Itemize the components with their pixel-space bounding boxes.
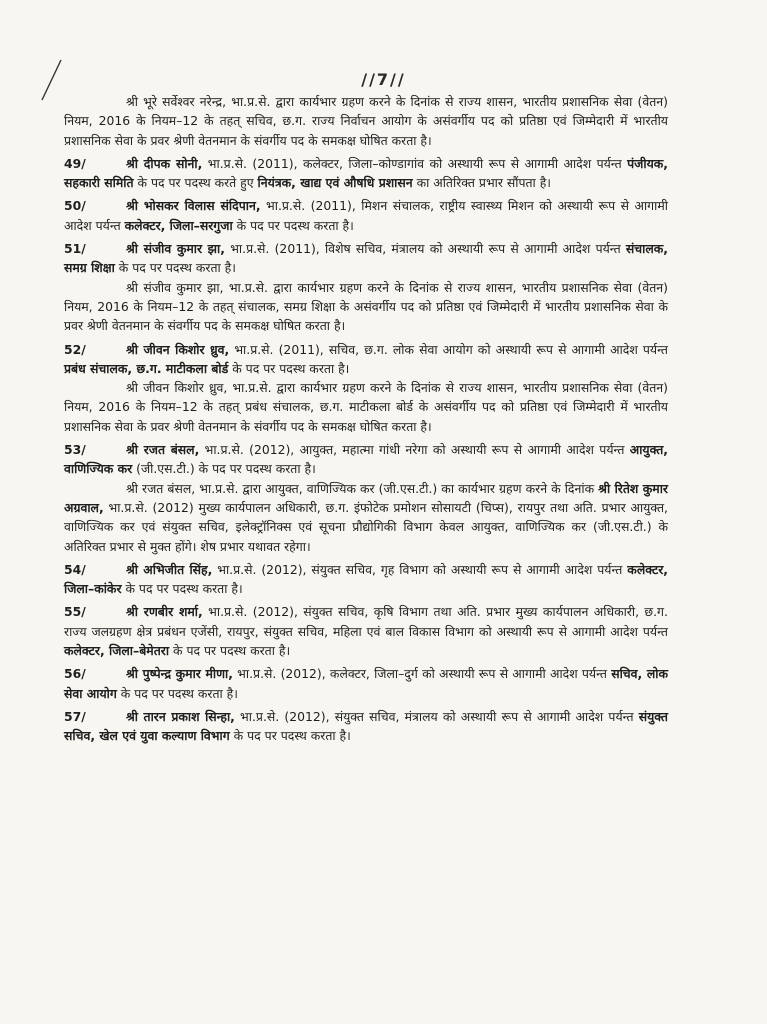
entry-number: 55/: [64, 604, 86, 620]
body-text: भा.प्र.से. (2012), आयुक्त, महात्मा गांधी नरेगा को अस्थायी रूप से आगामी आदेश पर्यन्त: [199, 442, 630, 458]
bold-text: पंजीयक, सहकारी समिति: [64, 155, 668, 191]
bold-text: आयुक्त, वाणिज्यिक कर: [64, 442, 668, 477]
entry-number: 53/: [64, 442, 86, 458]
order-body: [64, 92, 668, 746]
order-entry: [64, 707, 668, 746]
body-text: श्री रजत बंसल, भा.प्र.से. द्वारा आयुक्त, वाणिज्यिक कर (जी.एस.टी.) का कार्यभार ग्रहण करने के दिनांक: [126, 480, 599, 496]
order-entry: [64, 154, 668, 193]
bold-text: श्री रजत बंसल,: [126, 442, 200, 458]
bold-text: नियंत्रक, खाद्य एवं औषधि प्रशासन: [257, 175, 413, 191]
order-entry: [64, 239, 668, 278]
body-text: भा.प्र.से. (2011), विशेष सचिव, मंत्रालय को अस्थायी रूप से आगामी आदेश पर्यन्त: [224, 241, 626, 257]
bold-text: श्री जीवन किशोर ध्रुव,: [126, 341, 230, 357]
order-continuation: [64, 278, 668, 336]
body-text: के पद पर पदस्थ करता है।: [232, 217, 354, 233]
bold-text: श्री दीपक सोनी,: [126, 155, 203, 171]
body-text: के पद पर पदस्थ करता है।: [114, 260, 236, 276]
bold-text: कलेक्टर, जिला–कांकेर: [64, 561, 668, 597]
order-entry: [64, 440, 668, 479]
order-entry: [64, 340, 668, 379]
order-continuation: [64, 92, 668, 150]
bold-text: श्री तारन प्रकाश सिन्हा,: [126, 708, 235, 724]
bold-text: श्री रितेश कुमार अग्रवाल,: [64, 480, 668, 515]
body-text: के पद पर पदस्थ करता है।: [229, 728, 351, 744]
body-text: भा.प्र.से. (2011), मिशन संचालक, राष्ट्रीय स्वास्थ्य मिशन को अस्थायी रूप से आगामी आदेश पर्यन्त: [64, 198, 668, 233]
body-text: के पद पर पदस्थ करता है।: [121, 581, 243, 597]
bold-text: श्री पुष्पेन्द्र कुमार मीणा,: [126, 666, 233, 682]
order-entry: [64, 602, 668, 660]
order-entry: [64, 560, 668, 599]
body-text: भा.प्र.से. (2011), कलेक्टर, जिला–कोण्डागांव को अस्थायी रूप से आगामी आदेश पर्यन्त: [202, 155, 628, 171]
body-text: भा.प्र.से. (2012), कलेक्टर, जिला–दुर्ग को अस्थायी रूप से आगामी आदेश पर्यन्त: [232, 666, 612, 682]
body-text: भा.प्र.से. (2011), सचिव, छ.ग. लोक सेवा आयोग को अस्थायी रूप से आगामी आदेश पर्यन्त: [229, 341, 668, 357]
body-text: भा.प्र.से. (2012), संयुक्त सचिव, गृह विभाग को अस्थायी रूप से आगामी आदेश पर्यन्त: [212, 561, 628, 577]
body-text: के पद पर पदस्थ करता है।: [228, 360, 350, 376]
body-text: श्री भूरे सर्वेश्वर नरेन्द्र, भा.प्र.से. द्वारा कार्यभार ग्रहण करने के दिनांक से राज्य शासन, भारतीय प्रशासनिक सेवा (वेतन) नियम, 2016 के नियम–12 के तहत् सचिव, छ.ग. राज्य निर्वाचन आयोग के असंवर्गीय पद को प्रतिष्ठा एवं जिम्मेदारी में भारतीय प्रशासनिक सेवा के प्रवर श्रेणी वेतनमान के संवर्गीय पद के समकक्ष घोषित करता है।: [64, 94, 668, 148]
bold-text: श्री भोसकर विलास संदिपान,: [126, 198, 261, 214]
body-text: श्री जीवन किशोर ध्रुव, भा.प्र.से. द्वारा कार्यभार ग्रहण करने के दिनांक से राज्य शासन, भारतीय प्रशासनिक सेवा (वेतन) नियम, 2016 के नियम–12 के तहत् प्रबंध संचालक, छ.ग. माटीकला बोर्ड के असंवर्गीय पद को प्रतिष्ठा एवं जिम्मेदारी में भारतीय प्रशासनिक सेवा के प्रवर श्रेणी वेतनमान के संवर्गीय पद के समकक्ष घोषित करता है।: [64, 380, 668, 434]
bold-text: संचालक, समग्र शिक्षा: [64, 241, 668, 276]
body-text: के पद पर पदस्थ करते हुए: [133, 175, 258, 191]
body-text: का अतिरिक्त प्रभार सौंपता है।: [412, 175, 551, 191]
order-entry: [64, 196, 668, 235]
entry-number: 54/: [64, 561, 86, 577]
entry-number: 50/: [64, 198, 86, 214]
body-text: भा.प्र.से. (2012), संयुक्त सचिव, कृषि विभाग तथा अति. प्रभार मुख्य कार्यपालन अधिकारी, छ.ग. राज्य जलग्रहण क्षेत्र प्रबंधन एजेंसी, रायपुर, संयुक्त सचिव, महिला एवं बाल विकास विभाग को अस्थायी रूप से आगामी आदेश पर्यन्त: [64, 604, 668, 639]
body-text: भा.प्र.से. (2012) मुख्य कार्यपालन अधिकारी, छ.ग. इंफोटेक प्रमोशन सोसायटी (चिप्स), रायपुर तथा अति. प्रभार आयुक्त, वाणिज्यिक कर एवं संयुक्त सचिव, इलेक्ट्रॉनिक्स एवं सूचना प्रौद्योगिकी विभाग केवल आयुक्त, वाणिज्यिक कर (जी.एस.टी.) के अतिरिक्त प्रभार से मुक्त होंगे। शेष प्रभार यथावत रहेगा।: [64, 499, 668, 554]
page-number: //7//: [361, 70, 406, 89]
order-continuation: [64, 479, 668, 556]
bold-text: प्रबंध संचालक, छ.ग. माटीकला बोर्ड: [64, 360, 229, 376]
order-entry: [64, 664, 668, 703]
bold-text: श्री रणबीर शर्मा,: [126, 604, 203, 620]
body-text: श्री संजीव कुमार झा, भा.प्र.से. द्वारा कार्यभार ग्रहण करने के दिनांक से राज्य शासन, भारतीय प्रशासनिक सेवा (वेतन) नियम, 2016 के नियम–12 के तहत् संचालक, समग्र शिक्षा के असंवर्गीय पद को प्रतिष्ठा एवं जिम्मेदारी में भारतीय प्रशासनिक सेवा के प्रवर श्रेणी वेतनमान के संवर्गीय पद के समकक्ष घोषित करता है।: [64, 279, 668, 334]
body-text: (जी.एस.टी.) के पद पर पदस्थ करता है।: [132, 461, 316, 477]
bold-text: श्री संजीव कुमार झा,: [126, 241, 225, 257]
entry-number: 49/: [64, 155, 86, 171]
bold-text: श्री अभिजीत सिंह,: [126, 561, 213, 577]
entry-number: 56/: [64, 666, 86, 682]
body-text: भा.प्र.से. (2012), संयुक्त सचिव, मंत्रालय को अस्थायी रूप से आगामी आदेश पर्यन्त: [234, 708, 639, 724]
order-continuation: [64, 378, 668, 436]
bold-text: संयुक्त सचिव, खेल एवं युवा कल्याण विभाग: [64, 708, 668, 744]
entry-number: 51/: [64, 241, 86, 257]
entry-number: 57/: [64, 708, 86, 724]
bold-text: कलेक्टर, जिला–सरगुजा: [124, 217, 233, 233]
bold-text: सचिव, लोक सेवा आयोग: [64, 666, 668, 701]
body-text: के पद पर पदस्थ करता है।: [169, 643, 291, 659]
body-text: के पद पर पदस्थ करता है।: [116, 685, 238, 701]
entry-number: 52/: [64, 341, 86, 357]
bold-text: कलेक्टर, जिला–बेमेतरा: [64, 643, 170, 659]
